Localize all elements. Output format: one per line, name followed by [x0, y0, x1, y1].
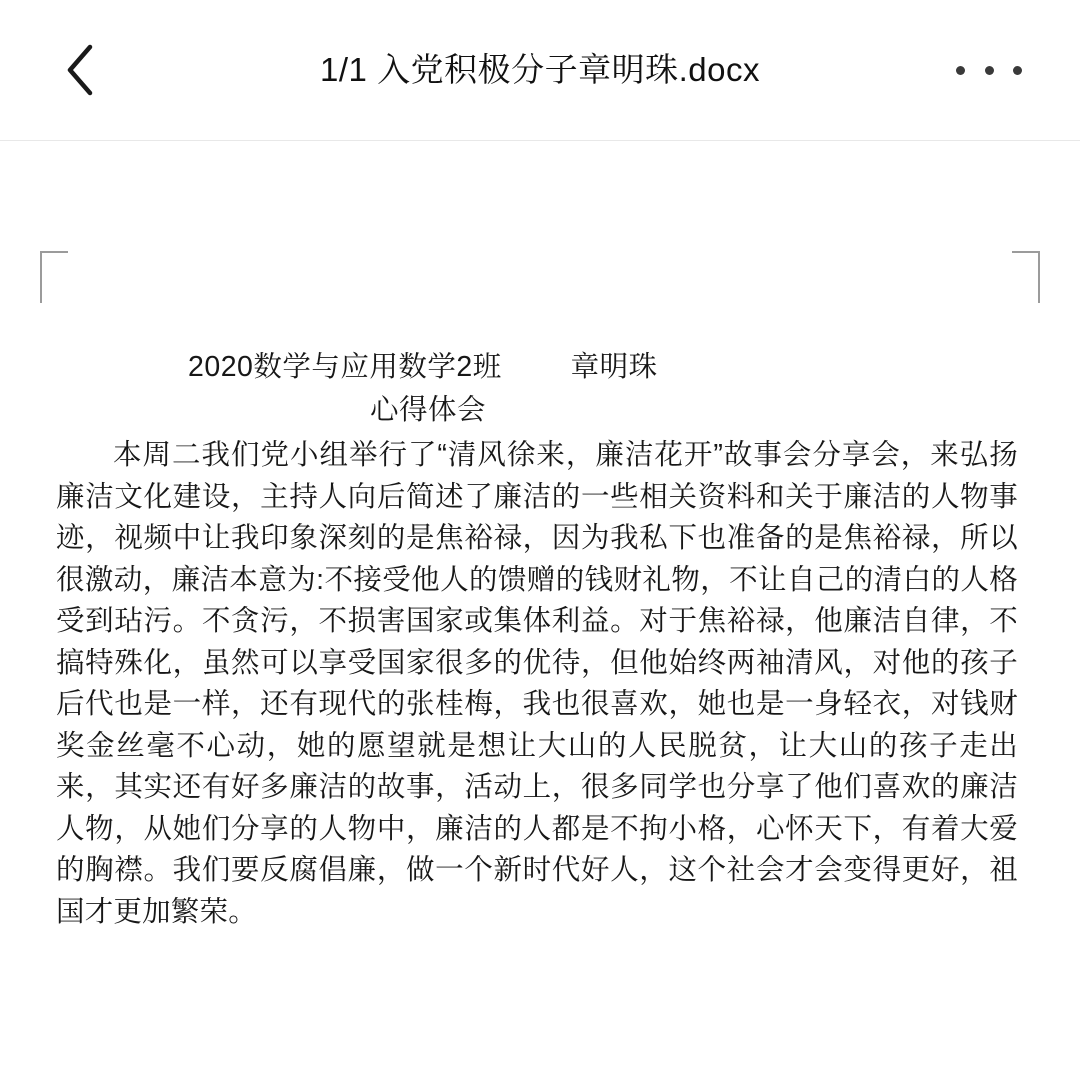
document-title: 1/1 入党积极分子章明珠.docx [320, 51, 760, 89]
document-paragraph: 本周二我们党小组举行了“清风徐来，廉洁花开”故事会分享会，来弘扬廉洁文化建设，主持人向后简述了廉洁的一些相关资料和关于廉洁的人物事迹，视频中让我印象深刻的是焦裕禄，因为我私下也准备的是焦裕禄，所以很激动，廉洁本意为:不接受他人的馈赠的钱财礼物，不让自己的清白的人格受到玷污。不贪污，不损害国家或集体利益。对于焦裕禄，他廉洁自律，不搞特殊化，虽然可以享受国家很多的优待，但他始终两袖清风，对他的孩子后代也是一样，还有现代的张桂梅，我也很喜欢，她也是一身轻衣，对钱财奖金丝毫不心动，她的愿望就是想让大山的人民脱贫，让大山的孩子走出来，其实还有好多廉洁的故事，活动上，很多同学也分享了他们喜欢的廉洁人物，从她们分享的人物中，廉洁的人都是不拘小格，心怀天下，有着大爱的胸襟。我们要反腐倡廉，做一个新时代好人，这个社会才会变得更好，祖国才更加繁荣。 [56, 439, 1018, 928]
more-options-icon [956, 66, 965, 75]
class-and-author-line [40, 347, 1040, 388]
page-corner-mark-top-left [40, 251, 68, 303]
class-label: 2020数学与应用数学2班 [188, 351, 502, 383]
more-options-button[interactable] [956, 46, 1022, 94]
page-scroll-area[interactable] [0, 141, 1080, 1080]
author-name: 章明珠 [570, 351, 658, 383]
document-page [40, 251, 1040, 933]
more-options-icon-dot2 [985, 66, 994, 75]
document-content [40, 251, 1040, 933]
page-corner-mark-top-right [1012, 251, 1040, 303]
back-button[interactable] [52, 42, 108, 98]
top-bar [0, 0, 1080, 140]
more-options-icon-dot3 [1013, 66, 1022, 75]
document-subject: 心得体会 [370, 394, 487, 426]
chevron-left-icon [63, 42, 97, 98]
